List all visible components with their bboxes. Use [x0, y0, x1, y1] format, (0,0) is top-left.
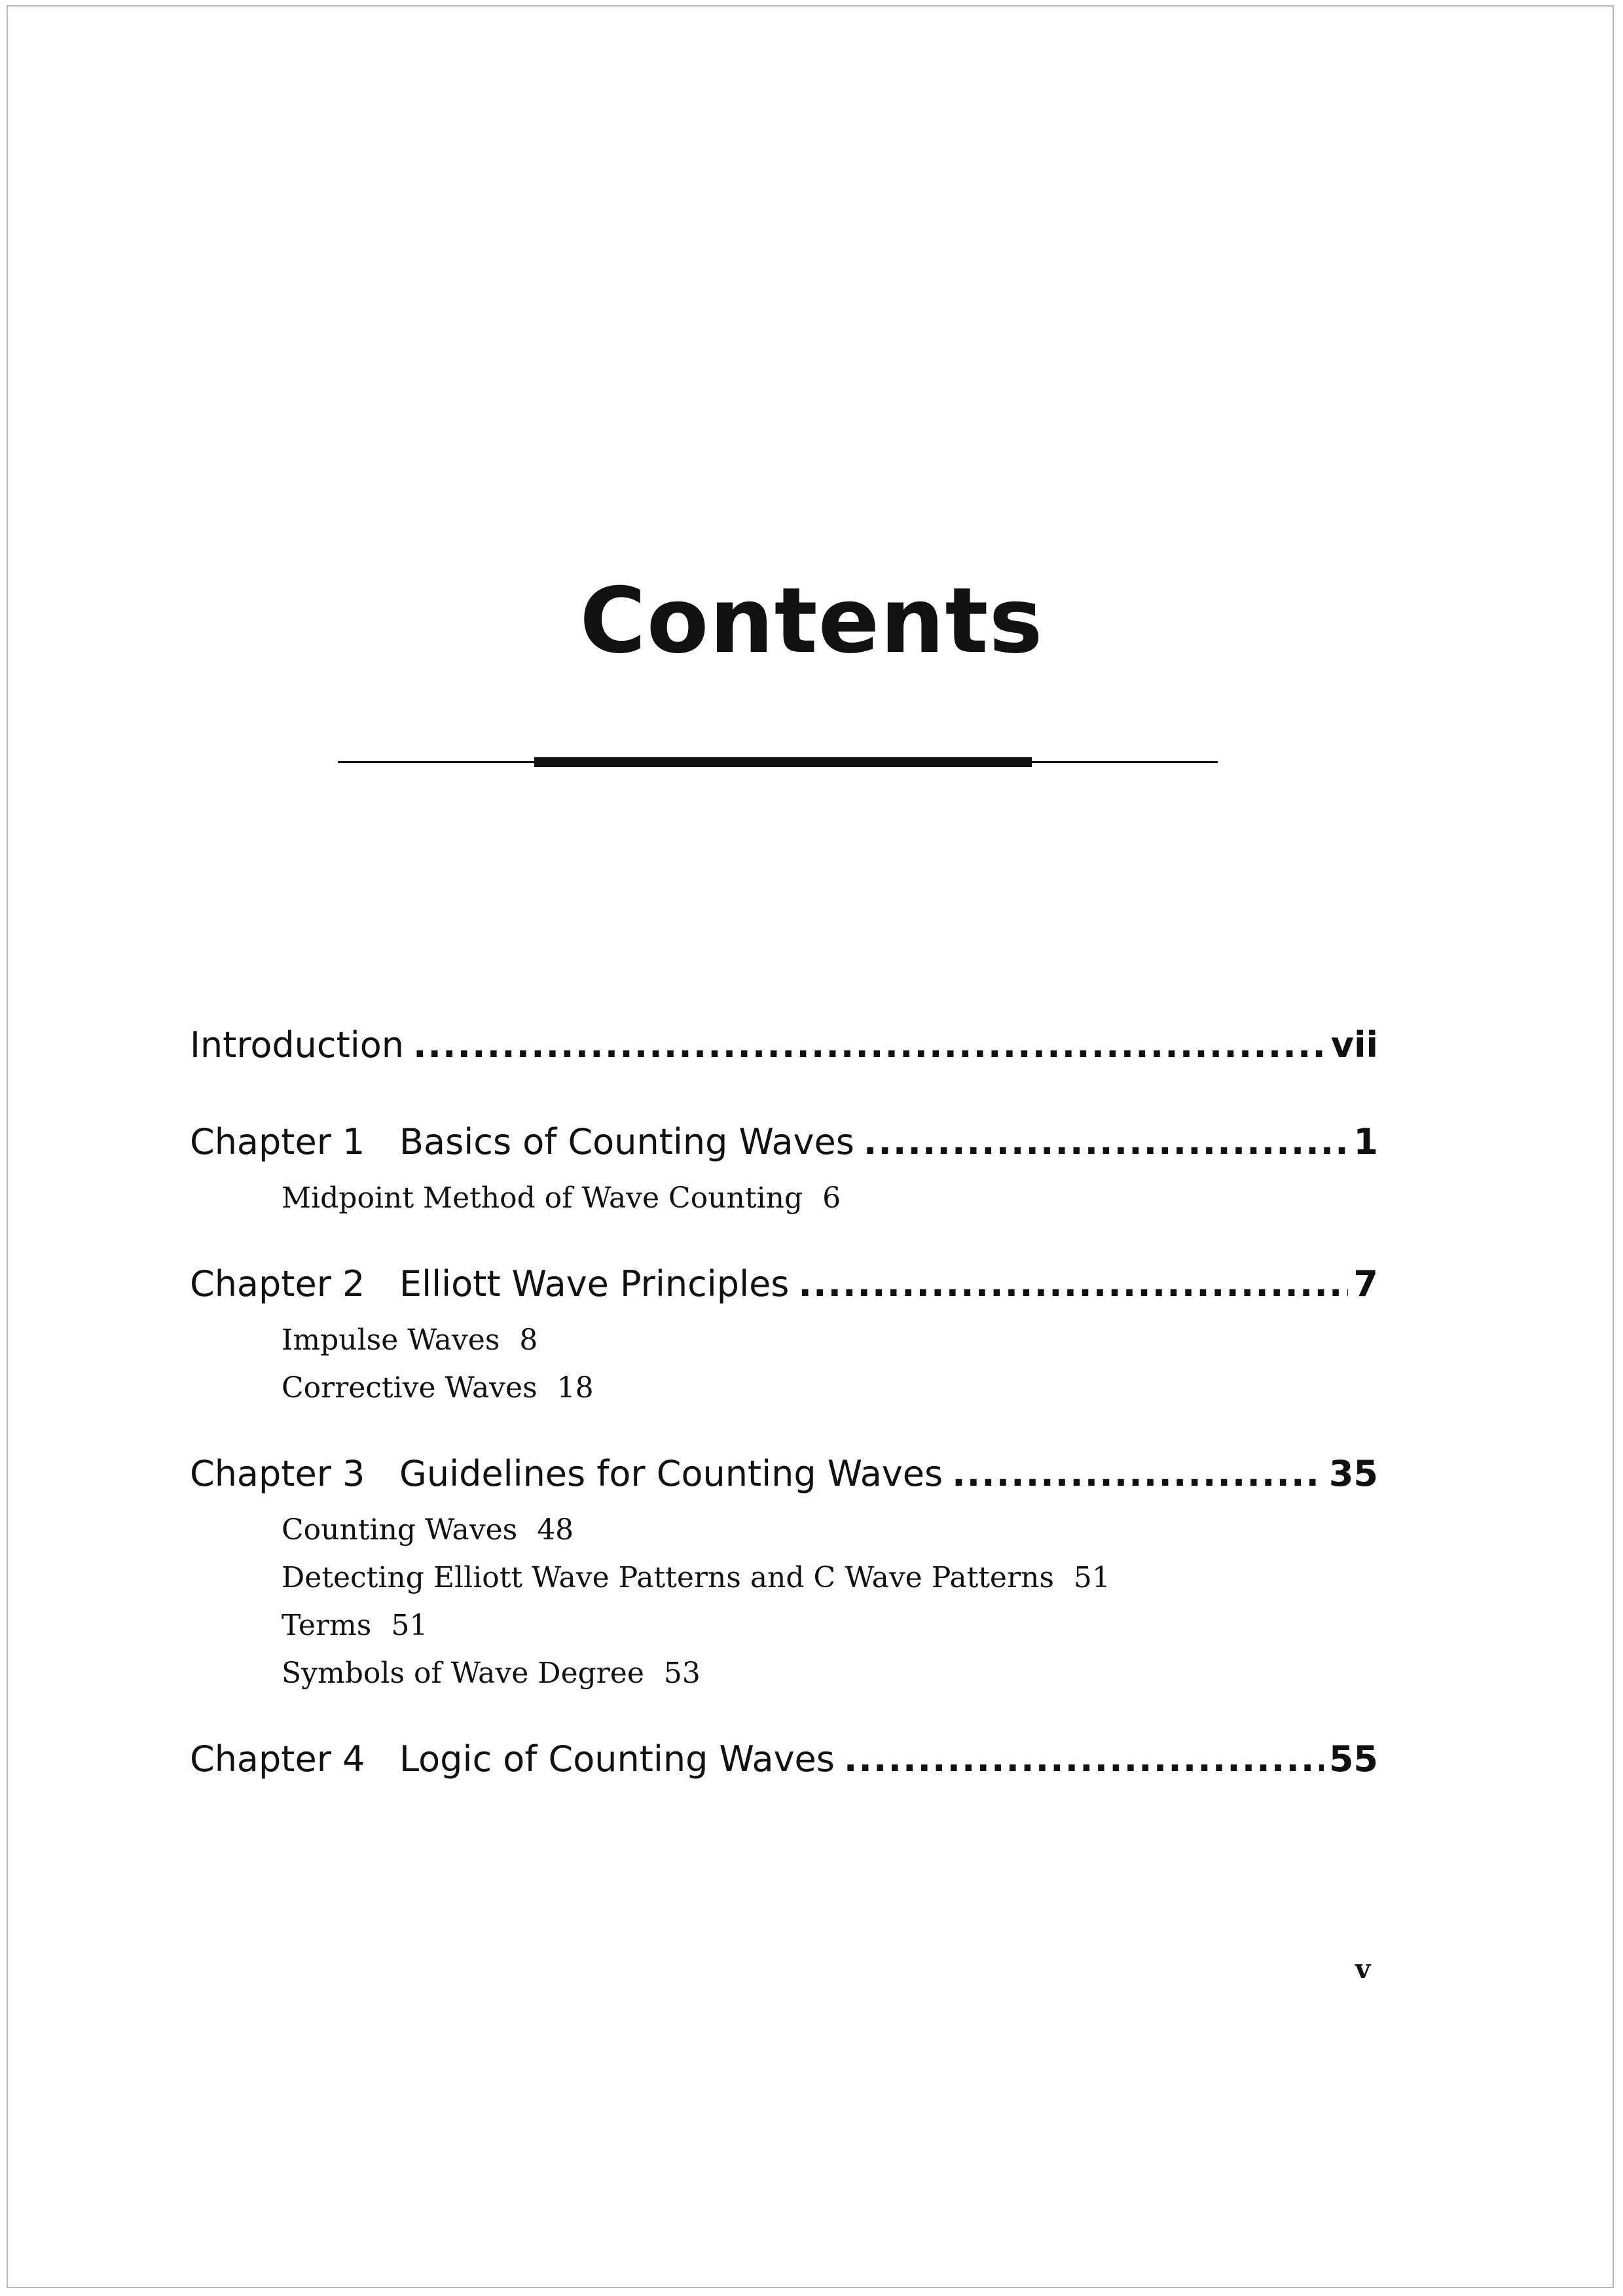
subentry-page: 6	[822, 1181, 841, 1215]
dot-leader	[864, 1124, 1349, 1160]
title-rule-thick	[534, 757, 1032, 767]
dot-leader	[798, 1266, 1348, 1302]
chapter-number: Chapter 4	[190, 1738, 365, 1780]
page-number: v	[1355, 1954, 1371, 1984]
toc-entry-page: 55	[1328, 1738, 1378, 1780]
chapter-2-sections	[282, 1316, 1378, 1412]
toc-entry-introduction[interactable]	[190, 1024, 1378, 1066]
toc-entry-page: 7	[1353, 1263, 1378, 1304]
subentry-title: Corrective Waves	[282, 1371, 538, 1405]
chapter-number: Chapter 2	[190, 1263, 365, 1304]
toc-subentry[interactable]	[282, 1602, 1378, 1649]
toc-entry-chapter-4[interactable]	[190, 1738, 1378, 1780]
dot-leader	[844, 1742, 1324, 1777]
toc-entry-chapter-3[interactable]	[190, 1453, 1378, 1494]
subentry-title: Detecting Elliott Wave Patterns and C Wave Patterns	[282, 1561, 1054, 1594]
toc-entry-chapter-1[interactable]	[190, 1121, 1378, 1162]
toc-entry-page: vii	[1330, 1024, 1378, 1066]
toc-subentry[interactable]	[282, 1316, 1378, 1364]
dot-leader	[952, 1456, 1324, 1492]
toc-subentry[interactable]	[282, 1649, 1378, 1697]
subentry-page: 18	[556, 1371, 594, 1405]
toc-subentry[interactable]	[282, 1554, 1378, 1602]
chapter-3-sections	[282, 1506, 1378, 1697]
subentry-title: Impulse Waves	[282, 1323, 500, 1357]
subentry-page: 8	[519, 1323, 538, 1357]
toc-entry-title: Logic of Counting Waves	[399, 1738, 835, 1780]
subentry-title: Counting Waves	[282, 1513, 518, 1547]
subentry-title: Terms	[282, 1609, 372, 1642]
subentry-title: Symbols of Wave Degree	[282, 1657, 644, 1690]
toc-entry-title: Guidelines for Counting Waves	[399, 1453, 943, 1494]
toc-entry-title: Basics of Counting Waves	[399, 1121, 854, 1162]
toc-entry-title: Introduction	[190, 1024, 405, 1066]
dot-leader	[413, 1028, 1326, 1063]
chapter-1-sections	[282, 1174, 1378, 1222]
toc-entry-chapter-2[interactable]	[190, 1263, 1378, 1304]
subentry-page: 53	[663, 1657, 701, 1690]
subentry-page: 51	[1073, 1561, 1110, 1594]
subentry-page: 48	[537, 1513, 574, 1547]
chapter-number: Chapter 1	[190, 1121, 365, 1162]
toc-subentry[interactable]	[282, 1506, 1378, 1554]
subentry-page: 51	[391, 1609, 428, 1642]
chapter-number: Chapter 3	[190, 1453, 365, 1494]
toc-entry-title: Elliott Wave Principles	[399, 1263, 790, 1304]
page-title: Contents	[579, 568, 1044, 673]
toc-entry-page: 1	[1353, 1121, 1378, 1162]
toc-entry-page: 35	[1328, 1453, 1378, 1494]
subentry-title: Midpoint Method of Wave Counting	[282, 1181, 803, 1215]
toc-subentry[interactable]	[282, 1174, 1378, 1222]
toc-subentry[interactable]	[282, 1364, 1378, 1412]
table-of-contents	[190, 1024, 1378, 1780]
